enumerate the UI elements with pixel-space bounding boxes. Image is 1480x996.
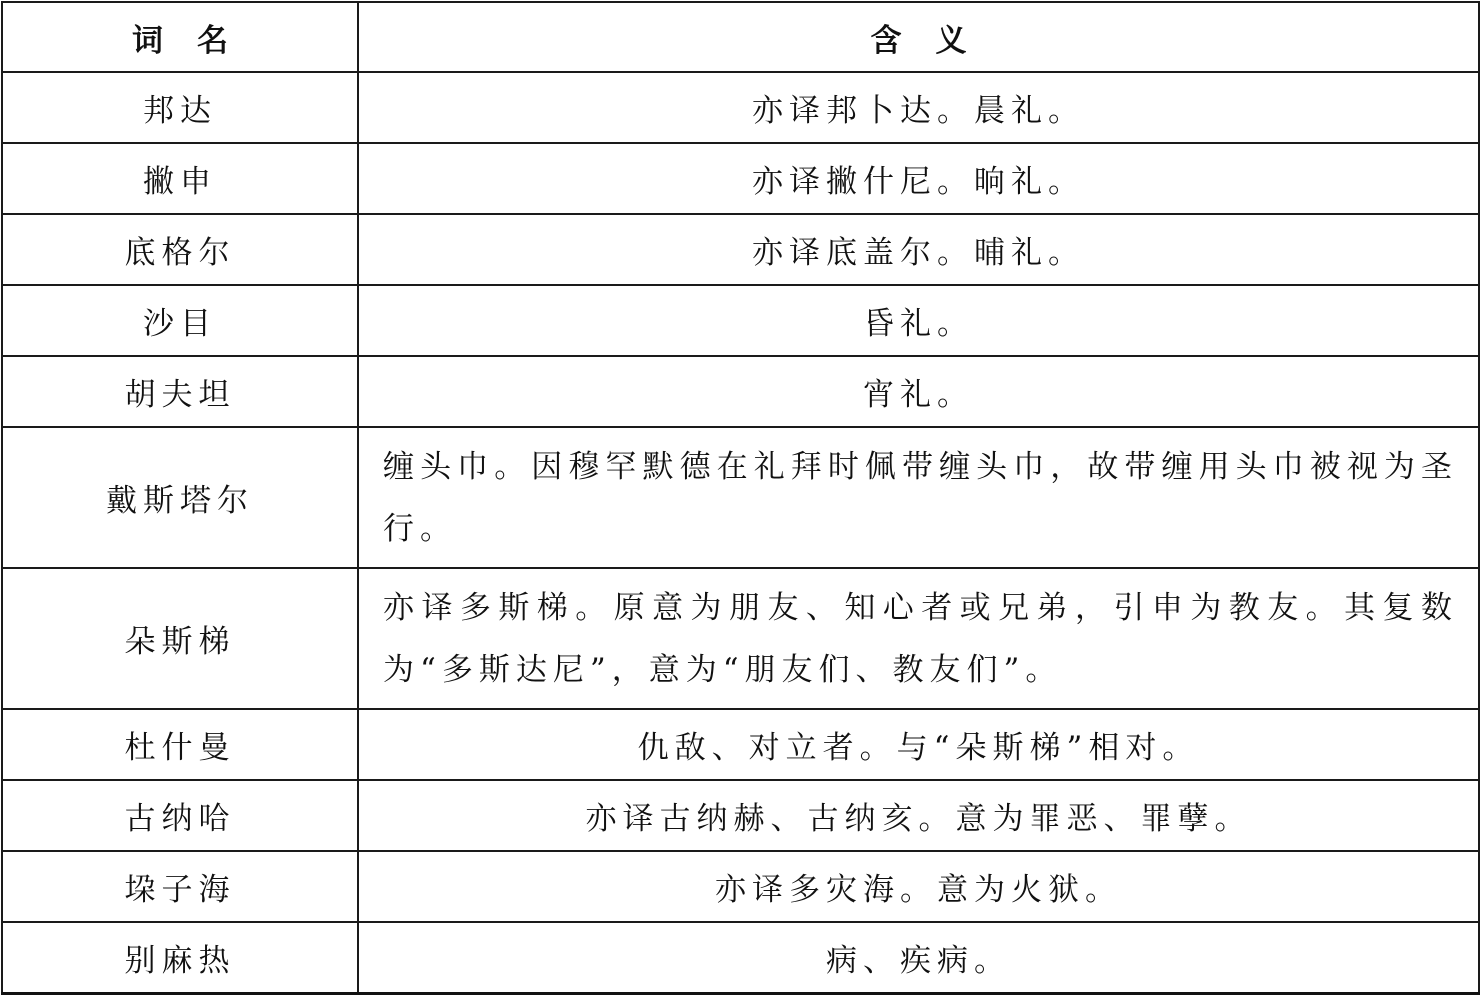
column-header-term: 词名 (2, 2, 358, 72)
table-row (2, 568, 1479, 709)
column-header-meaning: 含义 (358, 2, 1479, 72)
term-cell: 杜什曼 (2, 709, 358, 780)
table-row (2, 427, 1479, 568)
term-cell: 沙目 (2, 285, 358, 356)
table-row (2, 851, 1479, 922)
meaning-cell: 昏礼。 (358, 285, 1479, 356)
table-row (2, 709, 1479, 780)
header-row (2, 2, 1479, 72)
meaning-cell: 亦译古纳赫、古纳亥。意为罪恶、罪孽。 (358, 780, 1479, 851)
glossary-table (1, 1, 1480, 995)
meaning-cell: 亦译邦卜达。晨礼。 (358, 72, 1479, 143)
term-cell: 别麻热 (2, 922, 358, 994)
term-cell: 邦达 (2, 72, 358, 143)
term-cell: 戴斯塔尔 (2, 427, 358, 568)
meaning-cell: 亦译底盖尔。晡礼。 (358, 214, 1479, 285)
table-row (2, 143, 1479, 214)
table-row (2, 72, 1479, 143)
term-cell: 胡夫坦 (2, 356, 358, 427)
meaning-cell: 缠头巾。因穆罕默德在礼拜时佩带缠头巾，故带缠用头巾被视为圣行。 (358, 427, 1479, 568)
term-cell: 撇申 (2, 143, 358, 214)
table-row (2, 780, 1479, 851)
meaning-cell: 亦译撇什尼。晌礼。 (358, 143, 1479, 214)
meaning-cell: 亦译多斯梯。原意为朋友、知心者或兄弟，引申为教友。其复数为“多斯达尼”，意为“朋友们、教友们”。 (358, 568, 1479, 709)
meaning-cell: 病、疾病。 (358, 922, 1479, 994)
term-cell: 底格尔 (2, 214, 358, 285)
table-row (2, 285, 1479, 356)
term-cell: 垜子海 (2, 851, 358, 922)
meaning-cell: 宵礼。 (358, 356, 1479, 427)
term-cell: 朵斯梯 (2, 568, 358, 709)
table-row (2, 214, 1479, 285)
term-cell: 古纳哈 (2, 780, 358, 851)
table-row (2, 356, 1479, 427)
meaning-cell: 亦译多灾海。意为火狱。 (358, 851, 1479, 922)
table-row (2, 922, 1479, 994)
meaning-cell: 仇敌、对立者。与“朵斯梯”相对。 (358, 709, 1479, 780)
